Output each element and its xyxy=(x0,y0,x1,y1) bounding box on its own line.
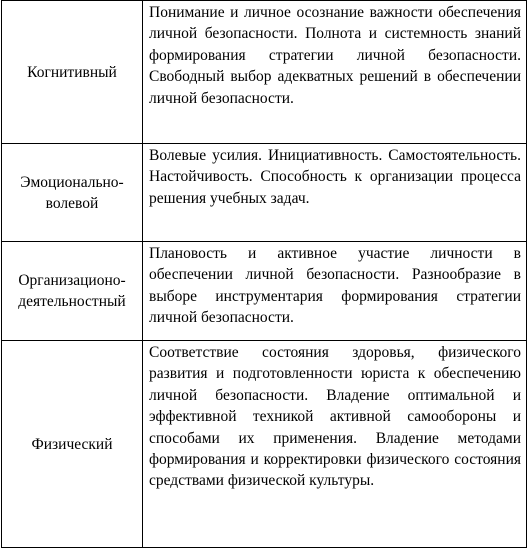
component-description-cell xyxy=(143,1,527,144)
component-description: Соответствие состояния здоровья, физического развития и подготовленности юриста к обеспечению личной безопасности. Владение оптимальной и эффективной техникой активной самообороны и способами их применения. Владение методами формирования и корректировки физического состояния средствами физической культуры. xyxy=(149,344,521,490)
components-table xyxy=(1,0,527,548)
component-description: Плановость и активное участие личности в обеспечении личной безопасности. Разнообразие в выборе инструментария формирования стратегии личной безопасности. xyxy=(149,245,521,327)
component-description-cell xyxy=(143,144,527,242)
component-name-cell xyxy=(2,144,143,242)
component-name-cell xyxy=(2,341,143,548)
table-row xyxy=(2,144,527,242)
component-description: Понимание и личное осознание важности обеспечения личной безопасности. Полнота и системность знаний формирования стратегии личной безопасности. Свободный выбор адекватных решений в обеспечении личной безопасности. xyxy=(149,4,521,107)
component-name: Организационо-деятельностный xyxy=(18,272,126,310)
component-name-cell xyxy=(2,242,143,341)
component-name: Эмоционально-волевой xyxy=(20,173,124,212)
table-row xyxy=(2,1,527,144)
component-description-cell xyxy=(143,341,527,548)
component-name: Физический xyxy=(31,435,113,453)
component-description-cell xyxy=(143,242,527,341)
table-row xyxy=(2,242,527,341)
component-description: Волевые усилия. Инициативность. Самостоятельность. Настойчивость. Способность к организации процесса решения учебных задач. xyxy=(149,147,521,207)
component-name: Когнитивный xyxy=(27,63,117,81)
component-name-cell xyxy=(2,1,143,144)
table-row xyxy=(2,341,527,548)
